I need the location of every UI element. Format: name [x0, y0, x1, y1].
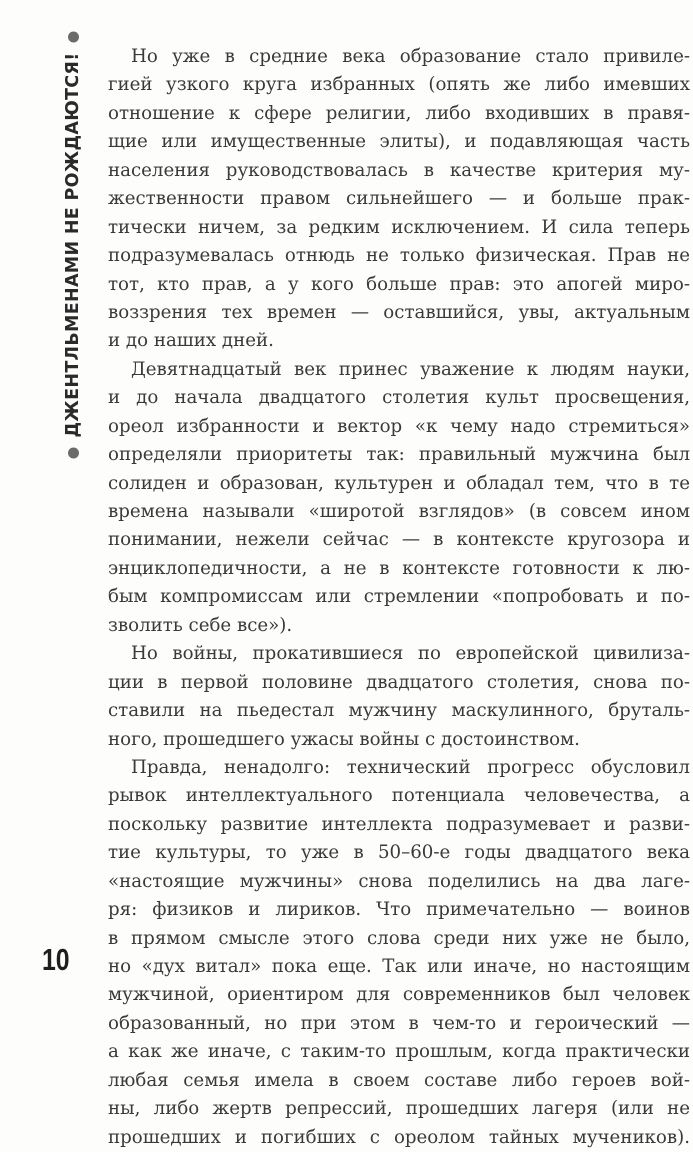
- running-header: [58, 40, 88, 450]
- text-line: зволить себе все»).: [108, 614, 293, 636]
- text-line: мужчиной, ориентиром для современников был человек: [108, 984, 690, 1006]
- text-line: населения руководствовалась в качестве критерия му-: [108, 159, 690, 181]
- text-line: бым компромиссам или стремлении «попробовать и по-: [108, 586, 690, 608]
- text-line: тот, кто прав, а у кого больше прав: это апогей миро-: [108, 273, 690, 295]
- paragraph: [108, 356, 690, 640]
- paragraph: [108, 640, 690, 754]
- running-header-title: ДЖЕНТЛЬМЕНАМИ НЕ РОЖДАЮТСЯ!: [63, 52, 83, 438]
- text-line: Но уже в средние века образование стало привиле-: [131, 46, 690, 67]
- text-line: воззрения тех времен — оставшийся, увы, актуальным: [108, 301, 690, 323]
- text-line: в прямом смысле этого слова среди них уже не было,: [108, 927, 690, 949]
- text-line: подразумевалась отнюдь не только физическая. Прав не: [108, 245, 690, 267]
- text-line: тие культуры, то уже в 50–60-е годы двадцатого века: [108, 842, 690, 864]
- text-line: времена называли «широтой взглядов» (в совсем ином: [108, 501, 690, 522]
- text-line: и до начала двадцатого столетия культ просвещения,: [108, 387, 690, 409]
- text-line: Но войны, прокатившиеся по европейской цивилиза-: [131, 643, 690, 665]
- bullet-dot-icon: [68, 32, 79, 43]
- text-line: прошедших и погибших с ореолом тайных мучеников).: [108, 1126, 690, 1148]
- text-line: рывок интеллектуального потенциала человечества, а: [108, 785, 690, 807]
- text-line: жественности правом сильнейшего — и больше прак-: [108, 188, 690, 210]
- text-line: отношение к сфере религии, либо входивших в правя-: [108, 102, 690, 124]
- text-line: щие или имущественные элиты), и подавляющая часть: [108, 131, 690, 153]
- text-line: ставили на пьедестал мужчину маскулинного, бруталь-: [108, 700, 690, 722]
- text-line: энциклопедичности, а не в контексте готовности к лю-: [108, 557, 690, 579]
- text-line: ции в первой половине двадцатого столетия, снова по-: [108, 671, 690, 693]
- text-line: ря: физиков и лириков. Что примечательно — воинов: [108, 899, 690, 921]
- text-line: ореол избранности и вектор «к чему надо стремиться»: [108, 415, 690, 437]
- text-line: образованный, но при этом в чем-то и героический —: [108, 1012, 690, 1034]
- paragraph: [108, 754, 690, 1152]
- text-line: ны, либо жертв репрессий, прошедших лагеря (или не: [108, 1098, 690, 1120]
- text-line: гией узкого круга избранных (опять же либо имевших: [108, 74, 690, 96]
- bullet-dot-icon: [68, 447, 79, 458]
- text-line: поскольку развитие интеллекта подразумевает и разви-: [108, 813, 690, 835]
- text-line: определяли приоритеты так: правильный мужчина был: [108, 444, 690, 466]
- text-line: солиден и образован, культурен и обладал тем, что в те: [108, 472, 690, 494]
- text-line: но «дух витал» пока еще. Так или иначе, но настоящим: [108, 956, 690, 977]
- text-line: Девятнадцатый век принес уважение к людям науки,: [131, 358, 690, 380]
- text-line: «настоящие мужчины» снова поделились на два лаге-: [108, 870, 690, 892]
- text-line: тически ничем, за редким исключением. И сила теперь: [108, 216, 690, 238]
- body-text: [108, 43, 690, 1152]
- paragraph: [108, 43, 690, 356]
- text-line: понимании, нежели сейчас — в контексте кругозора и: [108, 529, 690, 551]
- text-line: и до наших дней.: [108, 330, 274, 352]
- text-line: любая семья имела в своем составе либо героев вой-: [108, 1069, 690, 1091]
- page-number: 10: [42, 942, 70, 977]
- text-line: Правда, ненадолго: технический прогресс обусловил: [131, 756, 690, 778]
- text-line: ного, прошедшего ужасы войны с достоинством.: [108, 728, 580, 750]
- text-line: а как же иначе, с таким-то прошлым, когда практически: [108, 1041, 690, 1063]
